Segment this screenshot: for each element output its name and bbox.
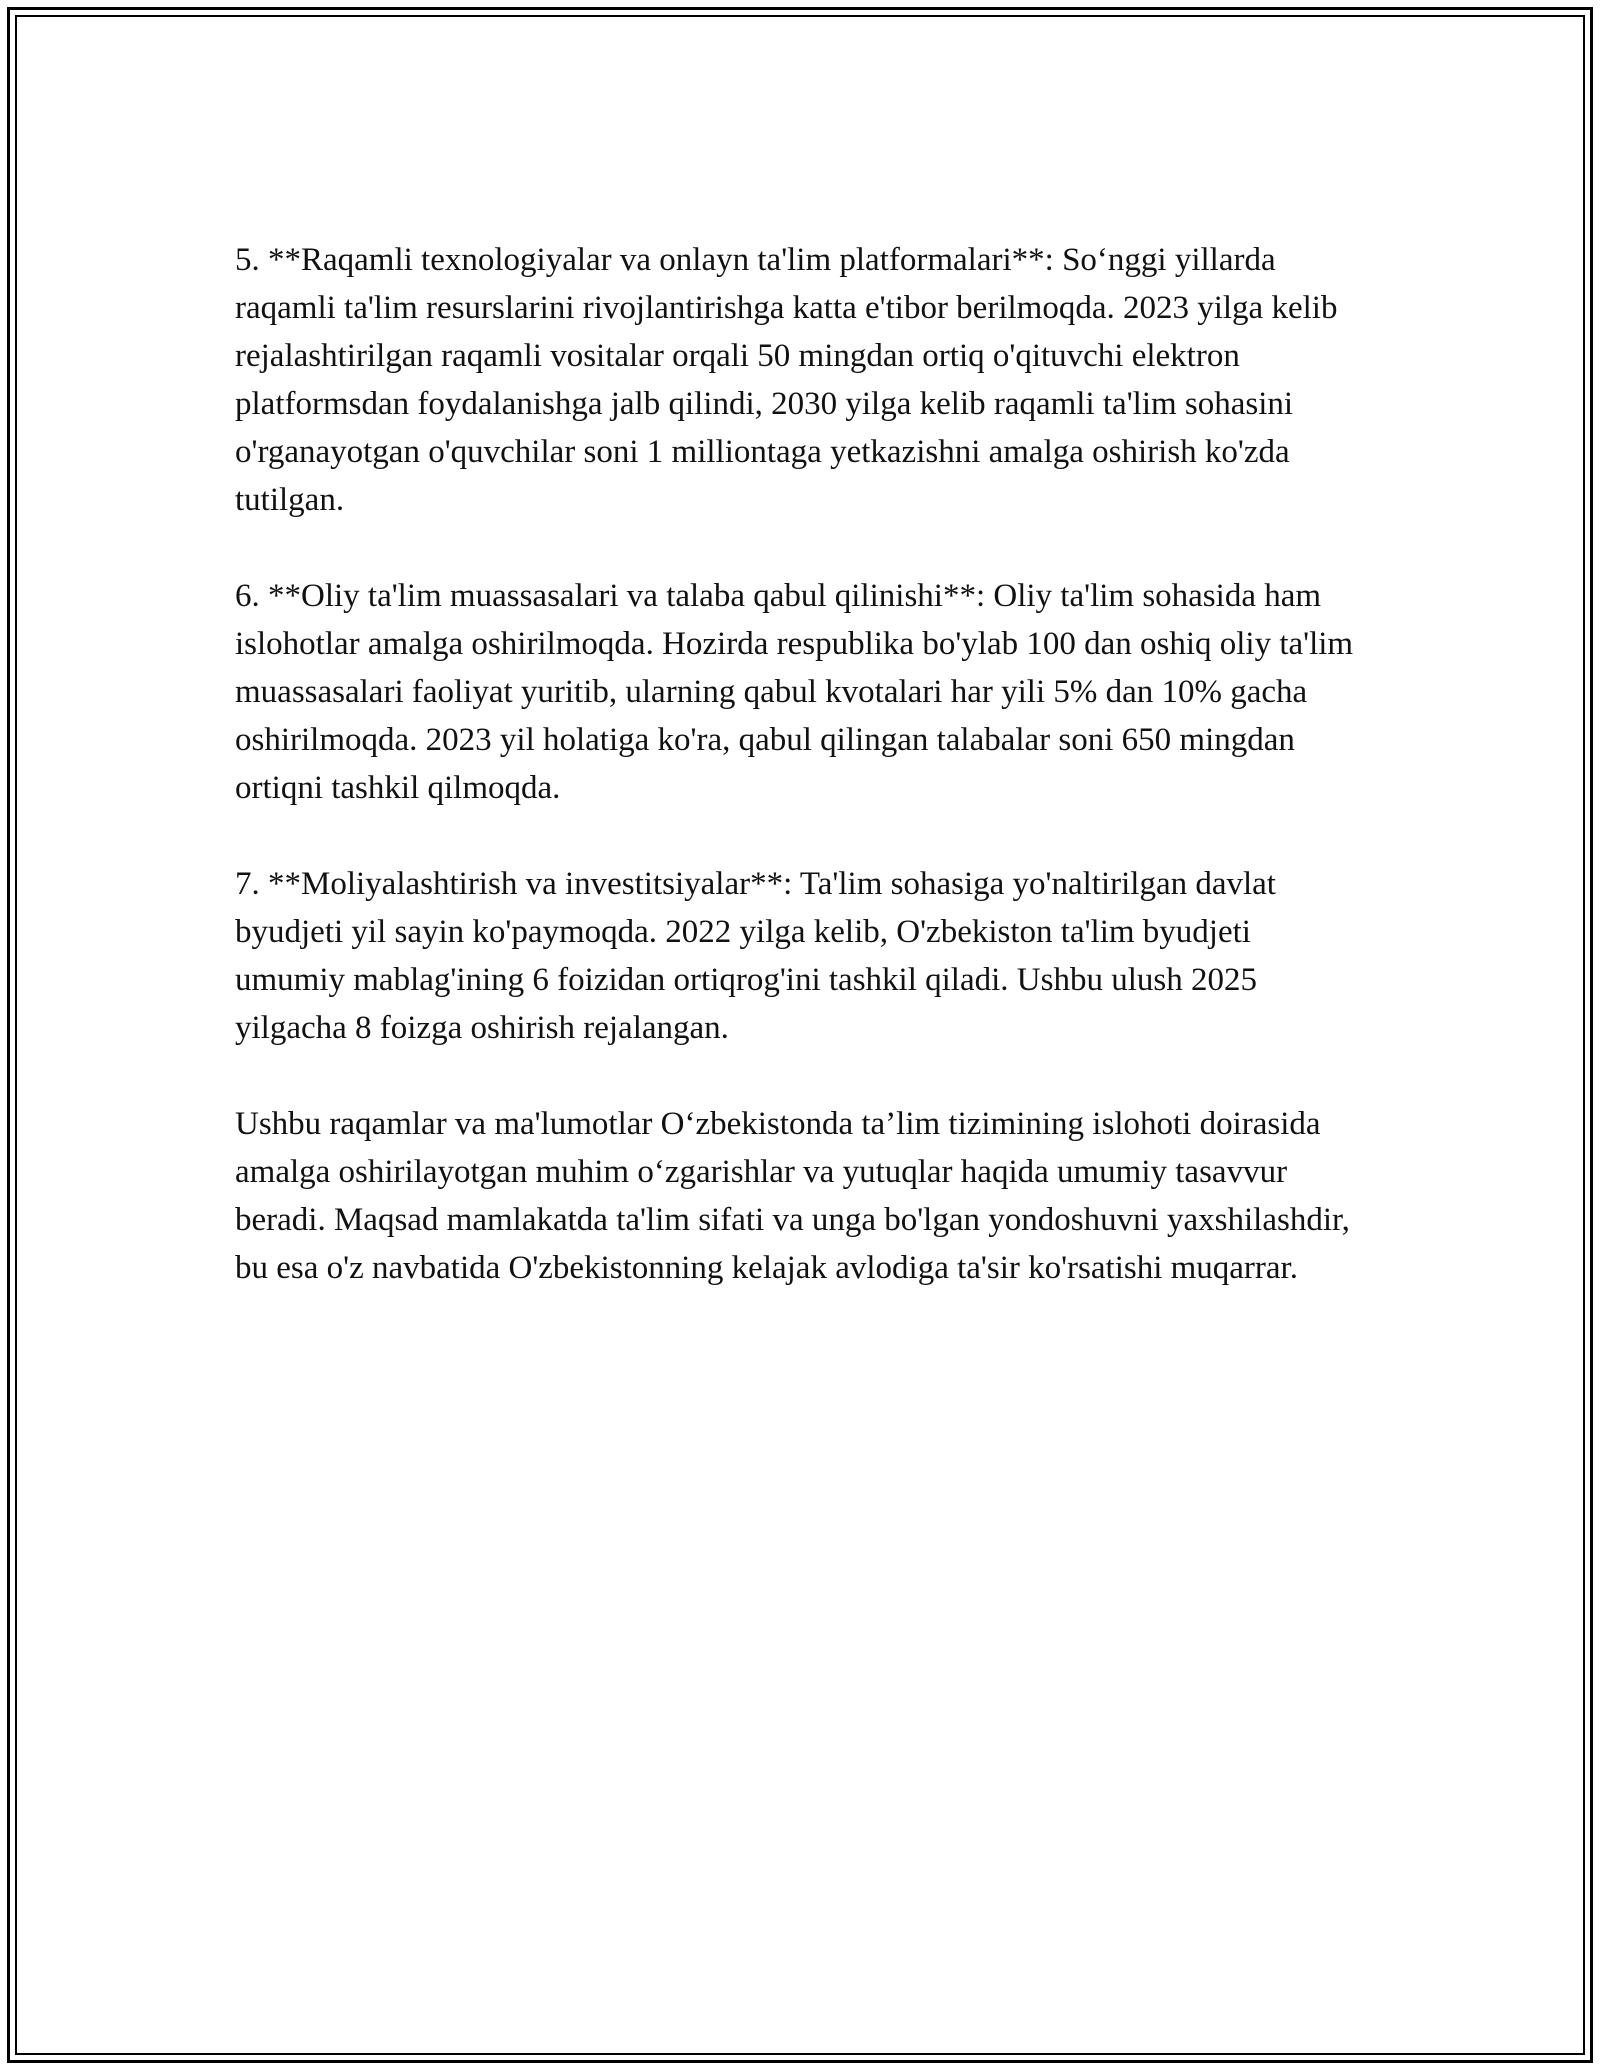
paragraph-digital-technologies: 5. **Raqamli texnologiyalar va onlayn ta'lim platformalari**: So‘nggi yillarda raqamli ta'lim resurslarini rivojlantirishga katta e'tibor berilmoqda. 2023 yilga kelib rejalashtirilgan raqamli vositalar orqali 50 mingdan ortiq o'qituvchi elektron platformsdan foydalanishga jalb qilindi, 2030 yilga kelib raqamli ta'lim sohasini o'rganayotgan o'quvchilar soni 1 milliontaga yetkazishni amalga oshirish ko'zda tutilgan. [235, 242, 1338, 518]
document-body [235, 236, 1365, 1340]
paragraph-financing: 7. **Moliyalashtirish va investitsiyalar**: Ta'lim sohasiga yo'naltirilgan davlat byudjeti yil sayin ko'paymoqda. 2022 yilga kelib, O'zbekiston ta'lim byudjeti umumiy mablag'ining 6 foizidan ortiqrog'ini tashkil qiladi. Ushbu ulush 2025 yilgacha 8 foizga oshirish rejalangan. [235, 866, 1276, 1046]
paragraph-higher-education: 6. **Oliy ta'lim muassasalari va talaba qabul qilinishi**: Oliy ta'lim sohasida ham islohotlar amalga oshirilmoqda. Hozirda respublika bo'ylab 100 dan oshiq oliy ta'lim muassasalari faoliyat yuritib, ularning qabul kvotalari har yili 5% dan 10% gacha oshirilmoqda. 2023 yil holatiga ko'ra, qabul qilingan talabalar soni 650 mingdan ortiqni tashkil qilmoqda. [235, 578, 1354, 806]
paragraph-conclusion: Ushbu raqamlar va ma'lumotlar O‘zbekistonda ta’lim tizimining islohoti doirasida amalga oshirilayotgan muhim o‘zgarishlar va yutuqlar haqida umumiy tasavvur beradi. Maqsad mamlakatda ta'lim sifati va unga bo'lgan yondoshuvni yaxshilashdir, bu esa o'z navbatida O'zbekistonning kelajak avlodiga ta'sir ko'rsatishi muqarrar. [235, 1106, 1350, 1286]
